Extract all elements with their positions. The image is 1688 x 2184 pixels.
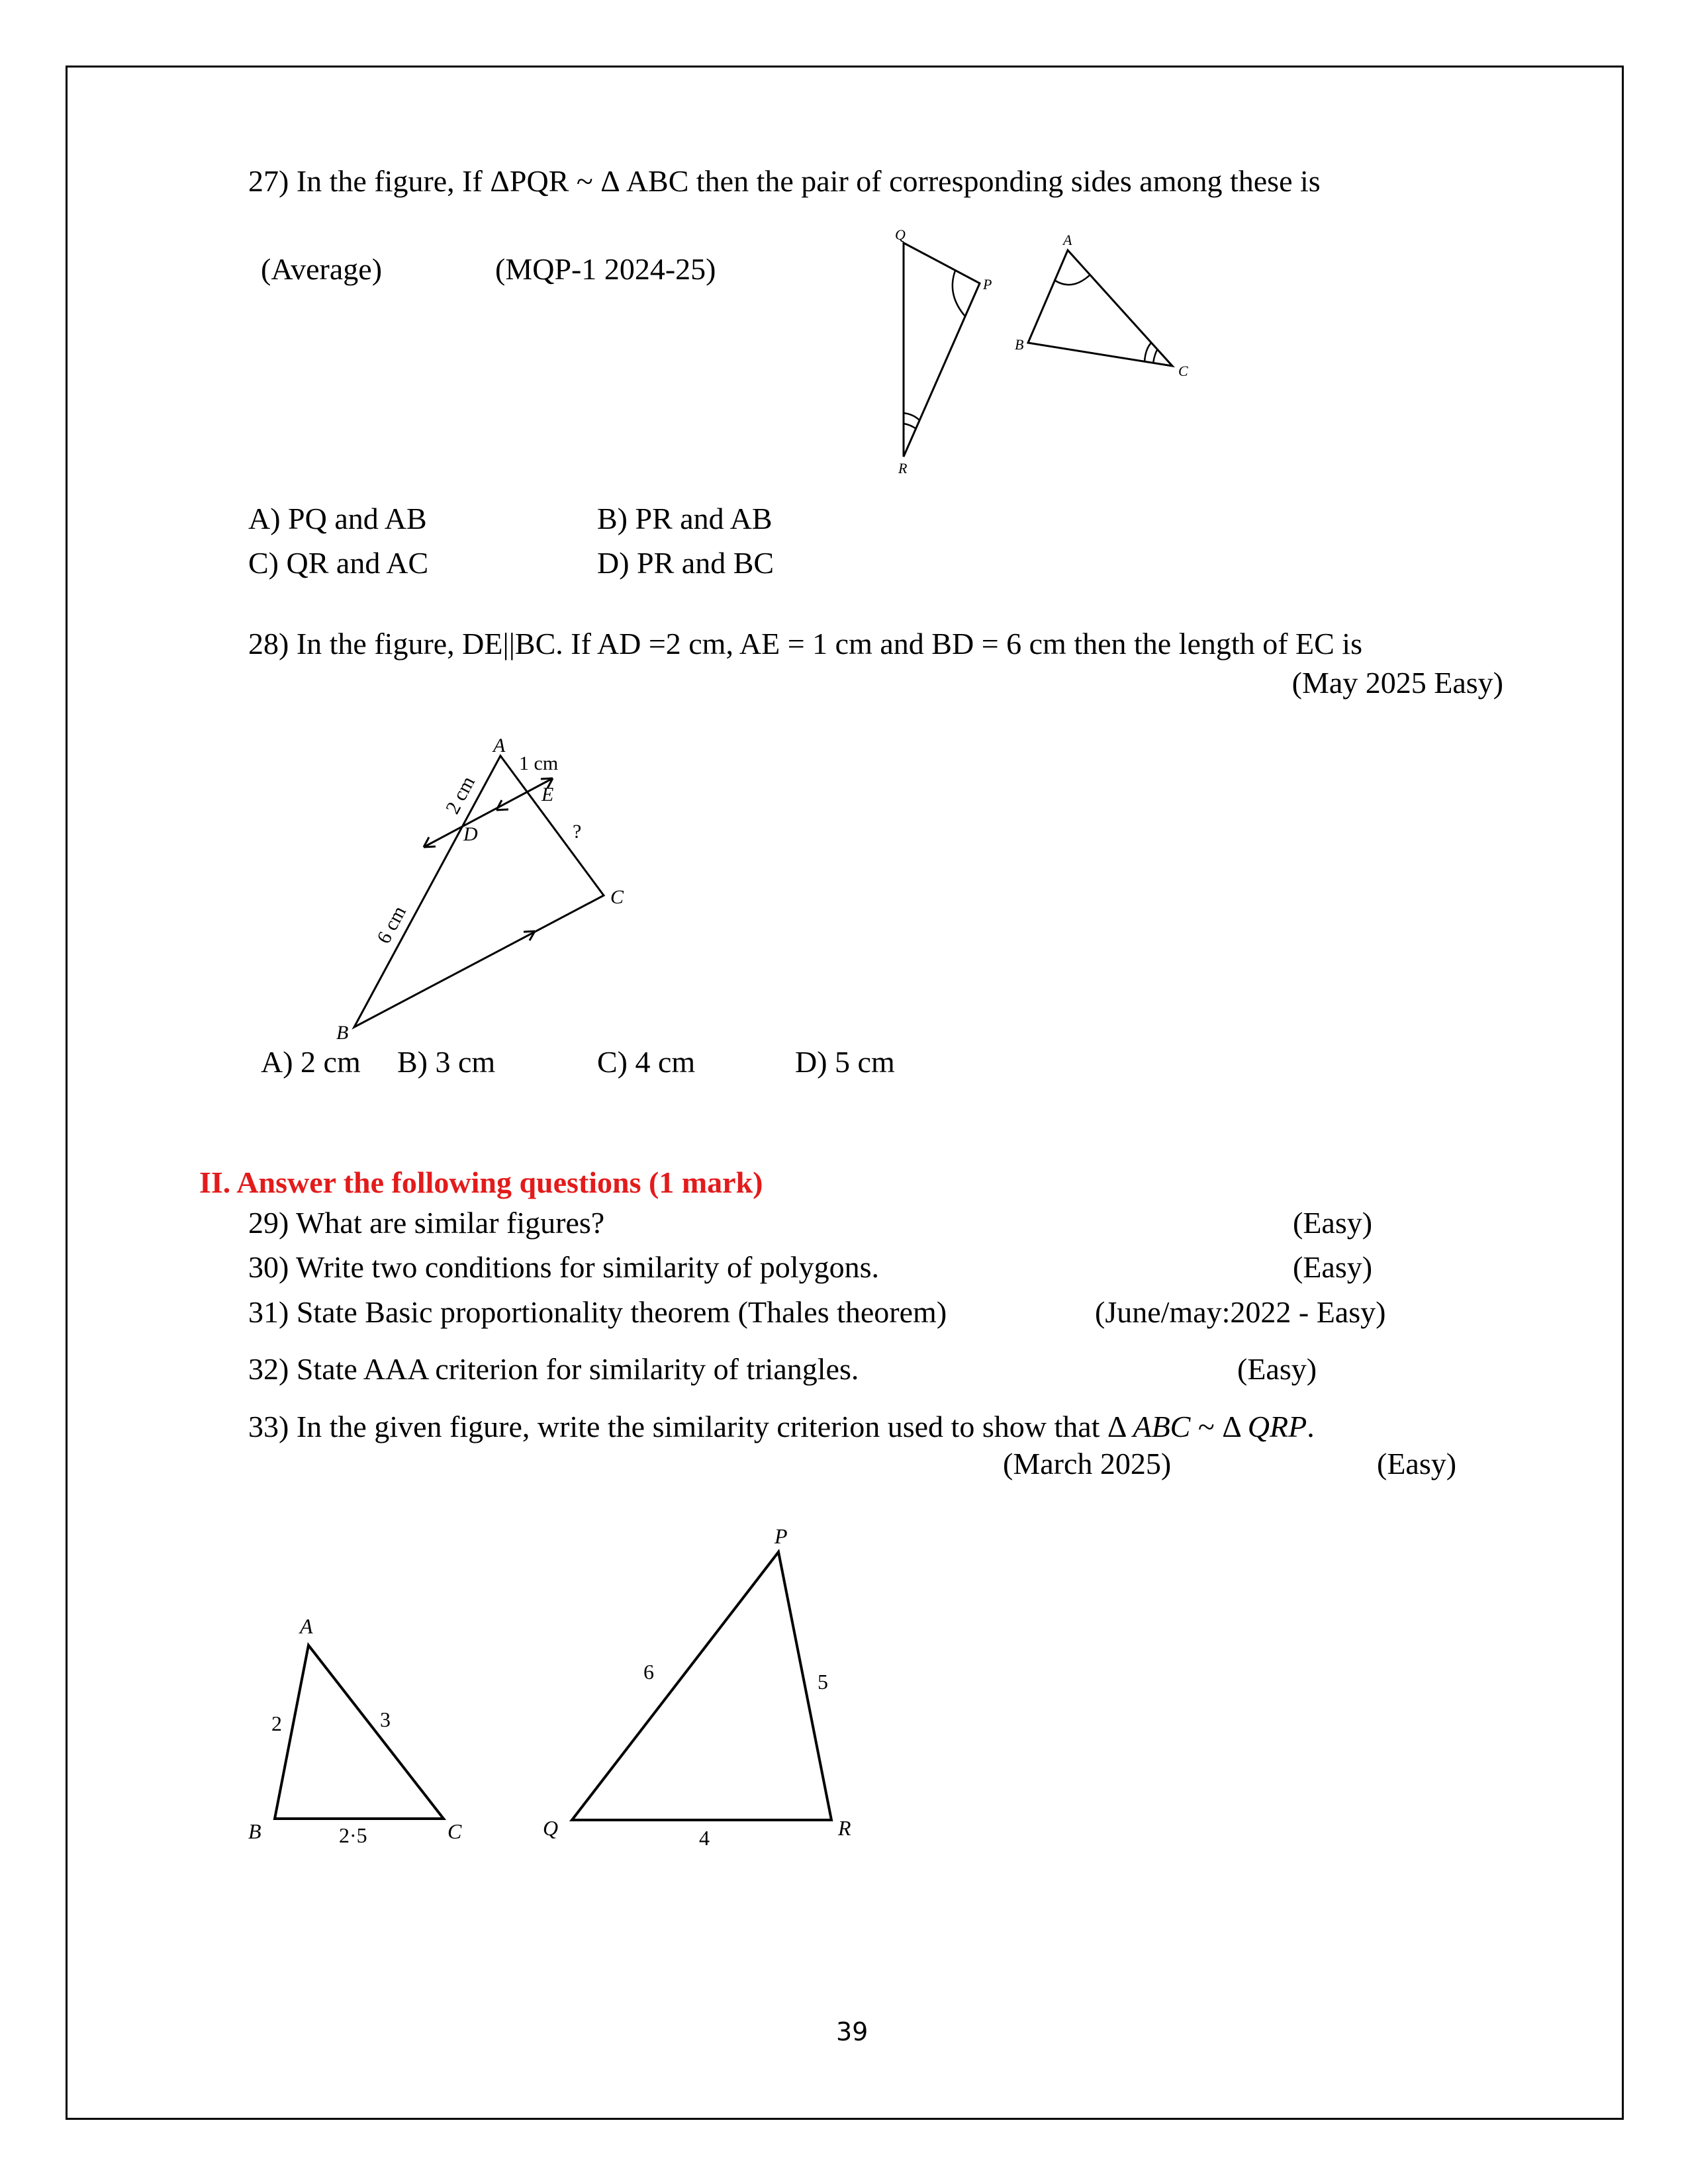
label-c: C <box>447 1819 462 1843</box>
label-b: B <box>1015 336 1024 353</box>
label-ad: 2 cm <box>442 772 479 818</box>
difficulty-tag: (June/may:2022 - Easy) <box>1095 1295 1386 1329</box>
question-number: 28) <box>248 627 289 660</box>
question-text: State AAA criterion for similarity of triangles. <box>296 1352 859 1386</box>
option-b: B) 3 cm <box>397 1045 496 1079</box>
label-c: C <box>1178 363 1188 379</box>
label-bd: 6 cm <box>373 902 410 948</box>
triangle-abc <box>275 1645 444 1819</box>
angle-mark-c <box>1145 343 1158 363</box>
label-a: A <box>300 1614 313 1638</box>
line-de <box>424 778 553 847</box>
question-text: In the given figure, write the similarity criterion used to show that Δ <box>296 1410 1133 1443</box>
source-tag: (MQP-1 2024-25) <box>495 252 716 286</box>
difficulty-tag: (Average) <box>261 252 383 286</box>
difficulty-tag: (Easy) <box>1237 1352 1317 1386</box>
difficulty-tag: (Easy) <box>1377 1447 1457 1480</box>
difficulty-tag: (Easy) <box>1293 1250 1373 1284</box>
label-ec: ? <box>573 821 582 842</box>
label-q: Q <box>543 1816 559 1840</box>
option-a: A) PQ and AB <box>248 502 427 535</box>
figure-q33 <box>248 1524 851 1850</box>
option-b: B) PR and AB <box>597 502 773 535</box>
similar-symbol: ~ Δ <box>1190 1410 1248 1443</box>
label-a: A <box>1063 232 1072 248</box>
side-bc: 2·5 <box>339 1823 367 1847</box>
option-c: C) 4 cm <box>597 1045 696 1079</box>
question-text: Write two conditions for similarity of polygons. <box>296 1250 879 1284</box>
label-a: A <box>493 735 506 756</box>
figure-triangle-abc <box>1015 232 1188 379</box>
question-number: 27) <box>248 164 289 198</box>
page-number: 39 <box>836 2017 868 2046</box>
question-number: 29) <box>248 1206 289 1240</box>
label-q: Q <box>895 226 906 243</box>
triangle-abc <box>1028 250 1172 366</box>
question-text: In the figure, DE||BC. If AD =2 cm, AE = 1 cm and BD = 6 cm then the length of EC is <box>296 627 1362 660</box>
question-text: In the figure, If ΔPQR ~ Δ ABC then the pair of corresponding sides among these is <box>296 164 1321 198</box>
triangle-pqr <box>572 1552 831 1820</box>
option-d: D) PR and BC <box>597 546 774 580</box>
figure-triangle-pqr <box>895 226 992 477</box>
question-number: 32) <box>248 1352 289 1386</box>
angle-mark-p <box>953 271 965 316</box>
label-p: P <box>983 276 992 293</box>
question-text: State Basic proportionality theorem (Thales theorem) <box>296 1295 947 1329</box>
option-c: C) QR and AC <box>248 546 429 580</box>
figure-q28 <box>336 735 624 1044</box>
question-number: 30) <box>248 1250 289 1284</box>
label-d: D <box>463 823 478 845</box>
side-qp: 6 <box>643 1660 654 1684</box>
triangle-name: QRP <box>1247 1410 1307 1443</box>
source-tag: (March 2025) <box>1003 1447 1172 1480</box>
difficulty-tag: (Easy) <box>1293 1206 1373 1240</box>
side-ab: 2 <box>271 1711 282 1735</box>
label-r: R <box>838 1816 851 1840</box>
question-number: 33) <box>248 1410 289 1443</box>
label-c: C <box>610 886 624 908</box>
period: . <box>1307 1410 1315 1443</box>
side-qr: 4 <box>699 1826 710 1850</box>
angle-mark-a <box>1055 275 1090 285</box>
source-tag: (May 2025 Easy) <box>1291 666 1503 700</box>
triangle-abc <box>354 756 604 1027</box>
question-text: What are similar figures? <box>296 1206 605 1240</box>
option-d: D) 5 cm <box>795 1045 895 1079</box>
label-b: B <box>248 1819 261 1843</box>
label-ae: 1 cm <box>519 752 559 774</box>
side-ac: 3 <box>380 1707 391 1731</box>
label-b: B <box>336 1022 349 1044</box>
label-p: P <box>774 1524 788 1548</box>
question-number: 31) <box>248 1295 289 1329</box>
label-r: R <box>898 460 908 477</box>
section-heading: II. Answer the following questions (1 mark) <box>199 1165 763 1199</box>
triangle-pqr <box>904 243 980 457</box>
label-e: E <box>541 784 554 805</box>
option-a: A) 2 cm <box>261 1045 361 1079</box>
triangle-name: ABC <box>1133 1410 1191 1443</box>
side-pr: 5 <box>818 1670 828 1694</box>
